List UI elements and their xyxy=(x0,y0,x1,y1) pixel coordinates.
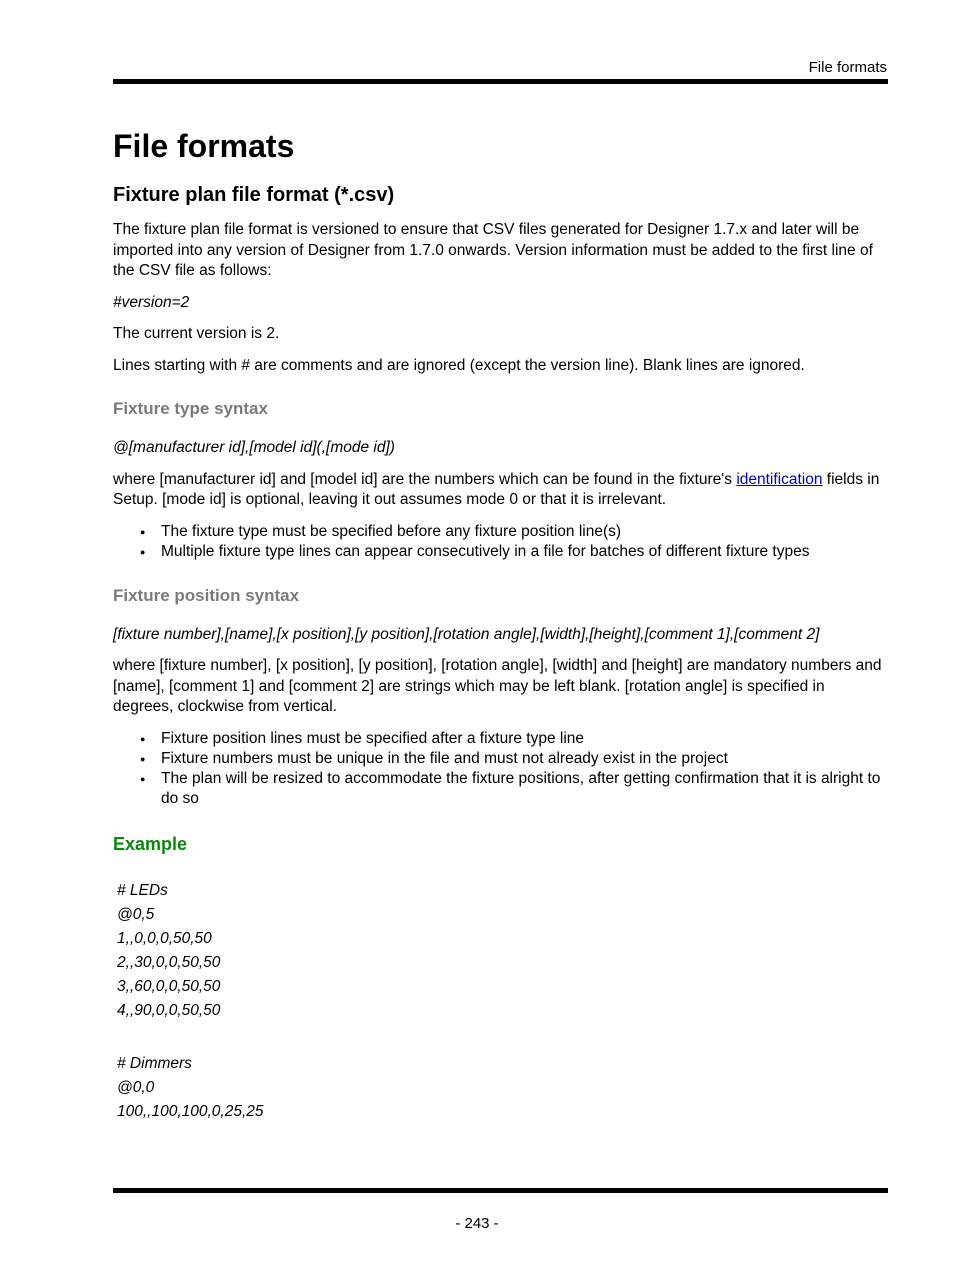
example-line: @0,0 xyxy=(117,1078,155,1096)
example-line: 4,,90,0,0,50,50 xyxy=(117,1001,221,1019)
example-line: 2,,30,0,0,50,50 xyxy=(117,953,221,971)
comments-note-paragraph: Lines starting with # are comments and are ignored (except the version line). Blank lines are ignored. xyxy=(113,356,805,374)
identification-link[interactable]: identification xyxy=(736,470,823,488)
fixture-position-description: where [fixture number], [x position], [y position], [rotation angle], [width] and [height] are mandatory numbers and [name], [comment 1] and [comment 2] are strings which may be left blank. [rotation angle] is specified in degrees, clockwise from vertical. xyxy=(113,657,882,715)
header-rule xyxy=(113,79,888,84)
page-number: - 243 - xyxy=(455,1215,499,1232)
example-code-block xyxy=(113,879,888,1124)
fixture-type-heading: Fixture type syntax xyxy=(113,399,268,418)
example-line: # LEDs xyxy=(117,881,168,899)
example-line: # Dimmers xyxy=(117,1054,192,1072)
fixture-type-bullets xyxy=(113,522,888,562)
list-item: ● Fixture numbers must be unique in the file and must not already exist in the project xyxy=(161,749,888,769)
page-title: File formats xyxy=(113,128,295,164)
footer-rule xyxy=(113,1188,888,1193)
version-line: #version=2 xyxy=(113,293,190,311)
list-item: ● Fixture position lines must be specified after a fixture type line xyxy=(161,729,888,749)
fixture-position-heading: Fixture position syntax xyxy=(113,585,300,605)
example-line: 100,,100,100,0,25,25 xyxy=(117,1102,264,1120)
fixture-position-bullets xyxy=(113,729,888,809)
section-heading: Fixture plan file format (*.csv) xyxy=(113,184,395,206)
example-line: @0,5 xyxy=(117,905,155,923)
example-line: 1,,0,0,0,50,50 xyxy=(117,929,212,947)
fixture-type-syntax: @[manufacturer id],[model id](,[mode id]) xyxy=(113,439,395,456)
example-heading: Example xyxy=(113,833,188,854)
fixture-type-desc-start: where [manufacturer id] and [model id] are the numbers which can be found in the fixture's xyxy=(113,470,737,488)
list-item: ● The plan will be resized to accommodate the fixture positions, after getting confirmation that it is alright to do so xyxy=(161,769,888,809)
list-item: ● Multiple fixture type lines can appear consecutively in a file for batches of different fixture types xyxy=(161,542,888,562)
list-item: ● The fixture type must be specified before any fixture position line(s) xyxy=(161,522,888,542)
fixture-type-desc-end: fields in Setup. [mode id] is optional, leaving it out assumes mode 0 or that it is irrelevant. xyxy=(113,470,880,508)
page-content xyxy=(113,124,888,1124)
intro-paragraph: The fixture plan file format is versioned to ensure that CSV files generated for Designer 1.7.x and later will be imported into any version of Designer from 1.7.0 onwards. Version information must be added to the first line of the CSV file as follows: xyxy=(113,221,873,279)
current-version-paragraph: The current version is 2. xyxy=(113,325,280,342)
running-header: File formats xyxy=(808,59,887,76)
fixture-position-syntax: [fixture number],[name],[x position],[y position],[rotation angle],[width],[height],[comment 1],[comment 2] xyxy=(113,625,820,643)
example-line: 3,,60,0,0,50,50 xyxy=(117,977,221,995)
example-blank-line xyxy=(117,1023,888,1052)
fixture-type-description xyxy=(113,470,888,511)
